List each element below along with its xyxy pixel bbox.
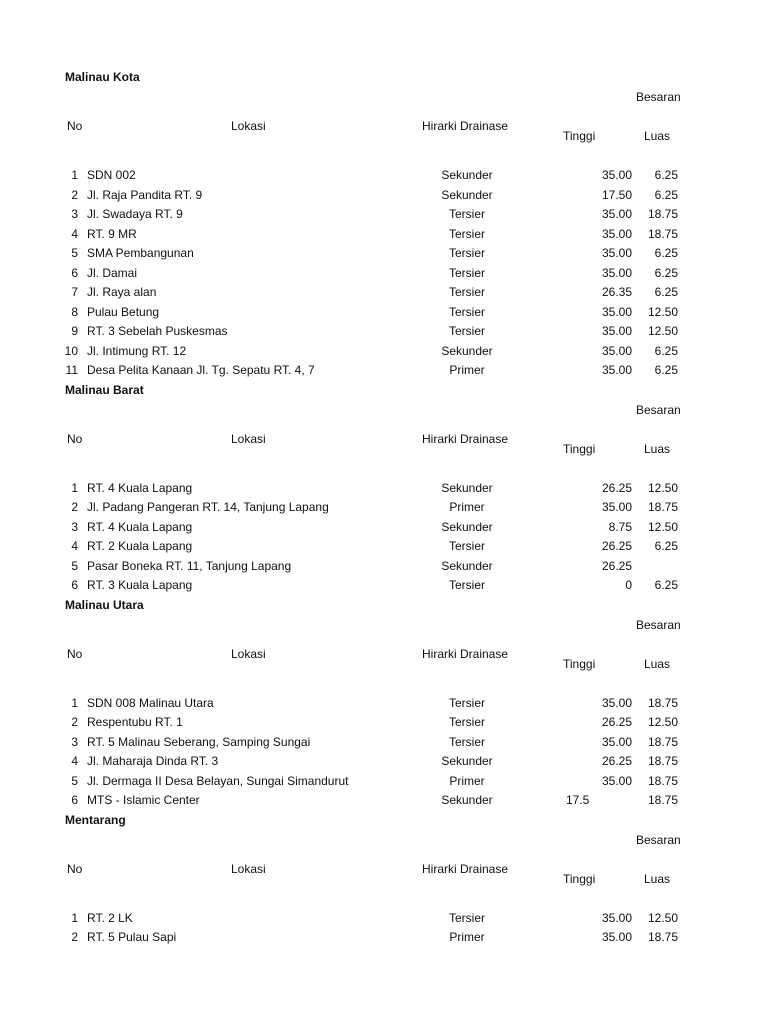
- row-tinggi: 35.00: [601, 246, 632, 260]
- header-lokasi: Lokasi: [231, 119, 266, 133]
- header-luas: Luas: [644, 129, 671, 143]
- header-no: No: [67, 431, 83, 446]
- row-number: 3: [71, 519, 78, 534]
- row-hirarki: Tersier: [448, 207, 485, 221]
- table-row: [0, 578, 768, 598]
- row-hirarki: Primer: [449, 773, 485, 788]
- table-row: [0, 500, 768, 520]
- section-title: Malinau Utara: [65, 597, 144, 612]
- row-tinggi: 26.25: [601, 480, 632, 495]
- row-hirarki: Tersier: [448, 715, 485, 729]
- table-row: [0, 188, 768, 208]
- row-lokasi: Jl. Padang Pangeran RT. 14, Tanjung Lapang: [87, 500, 329, 514]
- row-number: 2: [71, 715, 78, 729]
- row-lokasi: SMA Pembangunan: [87, 246, 194, 260]
- table-row: [0, 266, 768, 286]
- row-hirarki: Sekunder: [441, 754, 493, 768]
- row-tinggi: 35.00: [601, 304, 632, 319]
- row-number: 5: [71, 246, 78, 260]
- row-number: 6: [71, 578, 78, 592]
- row-lokasi: SDN 008 Malinau Utara: [87, 695, 214, 710]
- row-hirarki: Tersier: [448, 265, 485, 280]
- table-row: [0, 696, 768, 716]
- row-hirarki: Sekunder: [441, 187, 493, 202]
- row-tinggi: 35.00: [601, 324, 632, 338]
- row-lokasi: Jl. Intimung RT. 12: [87, 343, 187, 358]
- row-number: 4: [71, 754, 78, 768]
- row-hirarki: Sekunder: [441, 793, 493, 807]
- table-row: [0, 930, 768, 950]
- row-tinggi: 35.00: [601, 168, 632, 182]
- row-luas: 6.25: [654, 578, 678, 592]
- row-number: 2: [71, 500, 78, 514]
- row-number: 1: [71, 910, 78, 925]
- table-row: [0, 168, 768, 188]
- row-luas: 18.75: [647, 226, 678, 241]
- row-number: 8: [71, 304, 78, 319]
- header-luas: Luas: [644, 871, 671, 886]
- header-no: No: [67, 119, 83, 133]
- header-lokasi: Lokasi: [231, 861, 266, 876]
- row-tinggi: 26.25: [601, 754, 632, 768]
- row-luas: 6.25: [654, 363, 678, 377]
- row-luas: 12.50: [647, 324, 678, 338]
- header-besaran: Besaran: [636, 617, 681, 632]
- table-row: [0, 539, 768, 559]
- row-luas: 18.75: [647, 734, 678, 749]
- row-hirarki: Sekunder: [441, 558, 493, 573]
- header-tinggi: Tinggi: [563, 656, 596, 671]
- row-lokasi: Pasar Boneka RT. 11, Tanjung Lapang: [87, 558, 292, 573]
- table-row: [0, 207, 768, 227]
- row-hirarki: Tersier: [448, 246, 485, 260]
- row-number: 3: [71, 734, 78, 749]
- row-tinggi: 35.00: [601, 500, 632, 514]
- table-row: [0, 246, 768, 266]
- row-hirarki: Primer: [449, 363, 485, 377]
- row-lokasi: Pulau Betung: [87, 304, 160, 319]
- row-lokasi: RT. 3 Sebelah Puskesmas: [87, 324, 228, 338]
- row-tinggi: 35.00: [601, 930, 632, 944]
- table-rows: [0, 696, 768, 813]
- row-lokasi: RT. 3 Kuala Lapang: [87, 578, 193, 592]
- row-hirarki: Tersier: [448, 734, 485, 749]
- row-lokasi: RT. 4 Kuala Lapang: [87, 480, 193, 495]
- table-rows: [0, 481, 768, 598]
- row-luas: 6.25: [654, 343, 678, 358]
- header-no: No: [67, 861, 83, 876]
- row-hirarki: Sekunder: [441, 168, 493, 182]
- row-lokasi: RT. 2 Kuala Lapang: [87, 539, 193, 553]
- row-number: 5: [71, 773, 78, 788]
- table-row: [0, 305, 768, 325]
- row-number: 4: [71, 539, 78, 553]
- row-number: 2: [71, 930, 78, 944]
- row-tinggi: 26.25: [601, 558, 632, 573]
- row-tinggi: 26.25: [601, 539, 632, 553]
- row-luas: 12.50: [647, 715, 678, 729]
- row-lokasi: RT. 5 Pulau Sapi: [87, 930, 177, 944]
- row-luas: 12.50: [647, 480, 678, 495]
- row-tinggi: 35.00: [601, 695, 632, 710]
- row-tinggi: 35.00: [601, 226, 632, 241]
- row-lokasi: Jl. Maharaja Dinda RT. 3: [87, 754, 219, 768]
- row-luas: 18.75: [647, 695, 678, 710]
- row-number: 9: [71, 324, 78, 338]
- row-number: 2: [71, 187, 78, 202]
- row-hirarki: Tersier: [448, 324, 485, 338]
- row-lokasi: Desa Pelita Kanaan Jl. Tg. Sepatu RT. 4, 7: [87, 363, 315, 377]
- row-tinggi: 26.25: [601, 715, 632, 729]
- row-hirarki: Tersier: [448, 285, 485, 299]
- header-hirarki-drainase: Hirarki Drainase: [422, 861, 509, 876]
- header-besaran: Besaran: [636, 90, 681, 104]
- header-no: No: [67, 646, 83, 661]
- row-hirarki: Tersier: [448, 539, 485, 553]
- table-row: [0, 520, 768, 540]
- row-luas: 18.75: [647, 500, 678, 514]
- table-row: [0, 911, 768, 931]
- row-tinggi: 35.00: [601, 265, 632, 280]
- row-luas: 6.25: [654, 265, 678, 280]
- header-tinggi: Tinggi: [563, 129, 596, 143]
- row-hirarki: Tersier: [448, 304, 485, 319]
- row-number: 1: [71, 480, 78, 495]
- row-tinggi: 8.75: [608, 519, 632, 534]
- row-tinggi: 17.50: [601, 187, 632, 202]
- row-luas: 12.50: [647, 910, 678, 925]
- table-row: [0, 344, 768, 364]
- row-number: 1: [71, 695, 78, 710]
- row-hirarki: Primer: [449, 930, 485, 944]
- row-luas: 18.75: [647, 207, 678, 221]
- header-lokasi: Lokasi: [231, 646, 266, 661]
- row-number: 5: [71, 558, 78, 573]
- header-luas: Luas: [644, 656, 671, 671]
- row-lokasi: Jl. Raja Pandita RT. 9: [87, 187, 203, 202]
- row-lokasi: MTS - Islamic Center: [87, 793, 200, 807]
- row-luas: 6.25: [654, 246, 678, 260]
- row-tinggi: 35.00: [601, 207, 632, 221]
- header-lokasi: Lokasi: [231, 431, 266, 446]
- row-number: 3: [71, 207, 78, 221]
- row-lokasi: SDN 002: [87, 168, 136, 182]
- row-lokasi: Jl. Dermaga II Desa Belayan, Sungai Simandurut: [87, 773, 349, 788]
- header-tinggi: Tinggi: [563, 441, 596, 456]
- header-hirarki-drainase: Hirarki Drainase: [422, 119, 509, 133]
- header-besaran: Besaran: [636, 832, 681, 847]
- row-tinggi: 35.00: [601, 343, 632, 358]
- row-number: 6: [71, 265, 78, 280]
- row-number: 7: [71, 285, 78, 299]
- row-hirarki: Tersier: [448, 226, 485, 241]
- section-title: Malinau Barat: [65, 382, 144, 397]
- row-luas: 6.25: [654, 168, 678, 182]
- row-lokasi: RT. 5 Malinau Seberang, Samping Sungai: [87, 734, 311, 749]
- table-row: [0, 559, 768, 579]
- row-luas: 12.50: [647, 304, 678, 319]
- table-row: [0, 774, 768, 794]
- row-lokasi: RT. 9 MR: [87, 226, 137, 241]
- row-tinggi: 35.00: [601, 363, 632, 377]
- row-luas: 18.75: [647, 773, 678, 788]
- row-number: 11: [65, 363, 78, 377]
- header-besaran: Besaran: [636, 402, 681, 417]
- table-row: [0, 793, 768, 813]
- row-number: 4: [71, 226, 78, 241]
- table-rows: [0, 168, 768, 383]
- row-luas: 18.75: [647, 930, 678, 944]
- row-hirarki: Sekunder: [441, 343, 493, 358]
- table-row: [0, 735, 768, 755]
- row-luas: 12.50: [647, 519, 678, 534]
- row-number: 6: [71, 793, 78, 807]
- row-tinggi: 17.5: [566, 793, 590, 807]
- row-hirarki: Tersier: [448, 578, 485, 592]
- header-hirarki-drainase: Hirarki Drainase: [422, 646, 509, 661]
- row-number: 1: [71, 168, 78, 182]
- table-row: [0, 324, 768, 344]
- table-row: [0, 481, 768, 501]
- row-lokasi: RT. 2 LK: [87, 910, 133, 925]
- table-row: [0, 285, 768, 305]
- table-row: [0, 227, 768, 247]
- table-rows: [0, 911, 768, 950]
- row-hirarki: Primer: [449, 500, 485, 514]
- row-luas: 18.75: [647, 793, 678, 807]
- row-hirarki: Sekunder: [441, 480, 493, 495]
- table-row: [0, 715, 768, 735]
- row-luas: 6.25: [654, 187, 678, 202]
- section-title: Malinau Kota: [65, 70, 140, 84]
- row-hirarki: Tersier: [448, 910, 485, 925]
- header-hirarki-drainase: Hirarki Drainase: [422, 431, 509, 446]
- table-row: [0, 754, 768, 774]
- row-luas: 18.75: [647, 754, 678, 768]
- row-number: 10: [64, 343, 78, 358]
- row-tinggi: 35.00: [601, 773, 632, 788]
- row-lokasi: Jl. Damai: [87, 265, 138, 280]
- row-hirarki: Tersier: [448, 695, 485, 710]
- row-luas: 6.25: [654, 285, 678, 299]
- row-lokasi: Jl. Swadaya RT. 9: [87, 207, 183, 221]
- header-tinggi: Tinggi: [563, 871, 596, 886]
- row-lokasi: Jl. Raya alan: [87, 285, 157, 299]
- row-luas: 6.25: [654, 539, 678, 553]
- header-luas: Luas: [644, 441, 671, 456]
- table-row: [0, 363, 768, 383]
- row-tinggi: 35.00: [601, 734, 632, 749]
- row-lokasi: RT. 4 Kuala Lapang: [87, 519, 193, 534]
- row-hirarki: Sekunder: [441, 519, 493, 534]
- row-tinggi: 35.00: [601, 910, 632, 925]
- row-lokasi: Respentubu RT. 1: [87, 715, 183, 729]
- row-tinggi: 26.35: [601, 285, 632, 299]
- row-tinggi: 0: [625, 578, 632, 592]
- section-title: Mentarang: [65, 812, 126, 827]
